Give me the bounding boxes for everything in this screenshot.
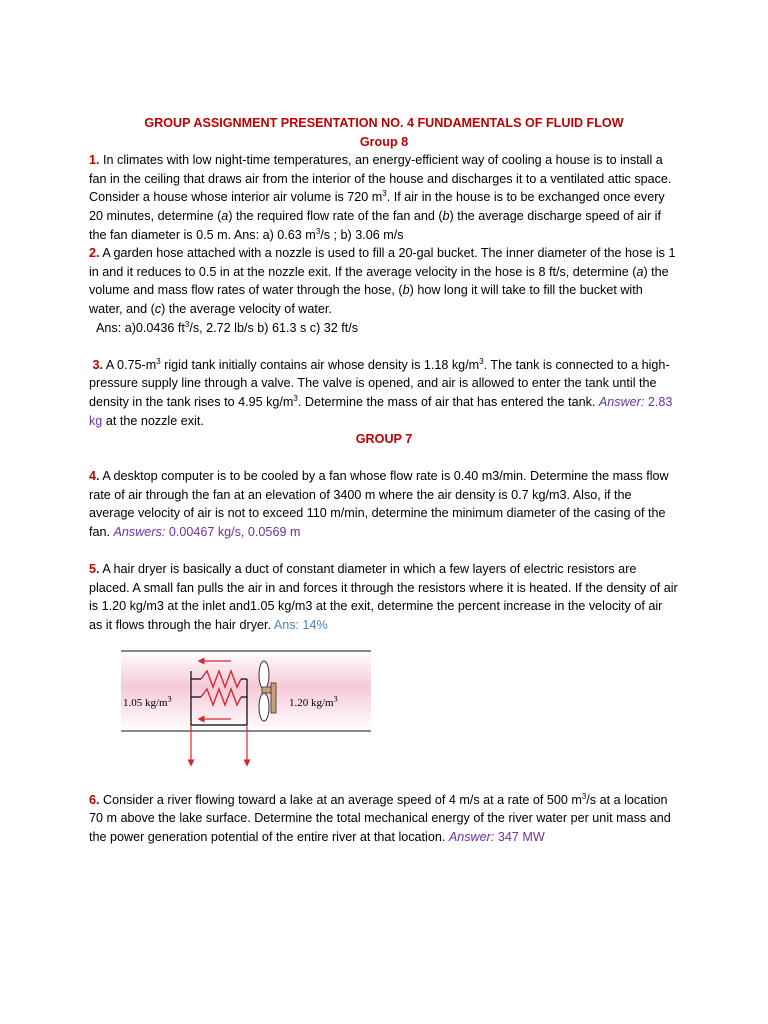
inlet-density-label: 1.20 $kg/m^3$ bbox=[289, 693, 338, 709]
problem-4-number: 4. bbox=[89, 469, 100, 484]
problem-6-answer-label: Answer: bbox=[448, 829, 495, 844]
problem-4-answer-value: 0.00467 kg/s, 0.0569 m bbox=[168, 525, 301, 540]
problem-4: 4. A desktop computer is to be cooled by a fan whose flow rate is 0.40 m3/min. Determine the mass flow rate of air through the fan at an elevation of 3400 m where the air density is 0.7 kg/m3. Also, if the average velocity of air is not to exceed 110 m/min, determine the minimum diameter of the casing of the fan. Answers: 0.00467 kg/s, 0.0569 m bbox=[89, 469, 669, 540]
problem-6: 6. Consider a river flowing toward a lake at an average speed of 4 m/s at a rate of 500 $m^3/s$ at a location 70 m above the lake surface. Determine the total mechanical energy of the river water per unit mass and the power generation potential of the entire river at that location. Answer: 347 MW bbox=[89, 791, 671, 844]
group-8-heading: Group 8 bbox=[359, 134, 409, 149]
problem-3-number: 3. bbox=[92, 357, 104, 372]
problem-1-number: 1. bbox=[89, 153, 100, 168]
problem-2-number: 2. bbox=[89, 246, 100, 261]
problem-6-number: 6. bbox=[89, 792, 100, 807]
problem-5-answer: Ans: 14% bbox=[273, 618, 328, 633]
duct-interior bbox=[121, 651, 371, 731]
problem-1: 1. In climates with low night-time temperatures, an energy-efficient way of cooling a house is to install a fan in the ceiling that draws air from the interior of the house and discharges it to a ventilated attic space. Consider a house whose interior air volume is 720 $m^3$. If air in the house is to be exchanged once every 20 minutes, determine (a) the required flow rate of the fan and (b) the average discharge speed of air if the fan diameter is 0.5 m. Ans: a) 0.63 $m^3/s$ ; b) 3.06 m/s bbox=[89, 153, 672, 242]
problem-2: 2. A garden hose attached with a nozzle is used to fill a 20-gal bucket. The inner diameter of the hose is 1 in and it reduces to 0.5 in at the nozzle exit. If the average velocity in the hose is 8 ft/s, determine (a) the volume and mass flow rates of water through the hose, (b) how long it will take to fill the bucket with water, and (c) the average velocity of water. bbox=[89, 246, 676, 316]
problem-4-answer-label: Answers: bbox=[113, 525, 166, 540]
problem-6-answer-value: 347 MW bbox=[497, 829, 545, 844]
problem-5-number: 5. bbox=[89, 562, 100, 577]
document-title: GROUP ASSIGNMENT PRESENTATION NO. 4 FUNDAMENTALS OF FLUID FLOW bbox=[144, 116, 624, 130]
problem-5: 5. A hair dryer is basically a duct of constant diameter in which a few layers of electric resistors are placed. A small fan pulls the air in and forces it through the resistors where it is heated. If the density of air is 1.20 kg/m3 at the inlet and1.05 kg/m3 at the exit, determine the percent increase in the velocity of air as it flows through the hair dryer. Ans: 14% bbox=[89, 562, 678, 633]
problem-3-answer-label: Answer: bbox=[598, 394, 645, 409]
problem-2-answer: Ans: a)0.0436 $ft^3/s$, 2.72 lb/s b) 61.3 s c) 32 ft/s bbox=[96, 319, 359, 335]
group-7-heading: GROUP 7 bbox=[355, 432, 413, 447]
assignment-document bbox=[89, 114, 679, 846]
exit-density-label: 1.05 $kg/m^3$ bbox=[123, 693, 172, 709]
problem-3: 3. A $0.75-m^3$ rigid tank initially contains air whose density is 1.18 $kg/m^3$. The tank is connected to a high-pressure supply line through a valve. The valve is opened, and air is allowed to enter the tank until the density in the tank rises to 4.95 $kg/m^3$. Determine the mass of air that has entered the tank. Answer: 2.83 kg at the nozzle exit. bbox=[89, 356, 673, 428]
problem-3-answer-value: 2.83 kg bbox=[89, 394, 673, 428]
hair-dryer-figure bbox=[121, 649, 371, 769]
